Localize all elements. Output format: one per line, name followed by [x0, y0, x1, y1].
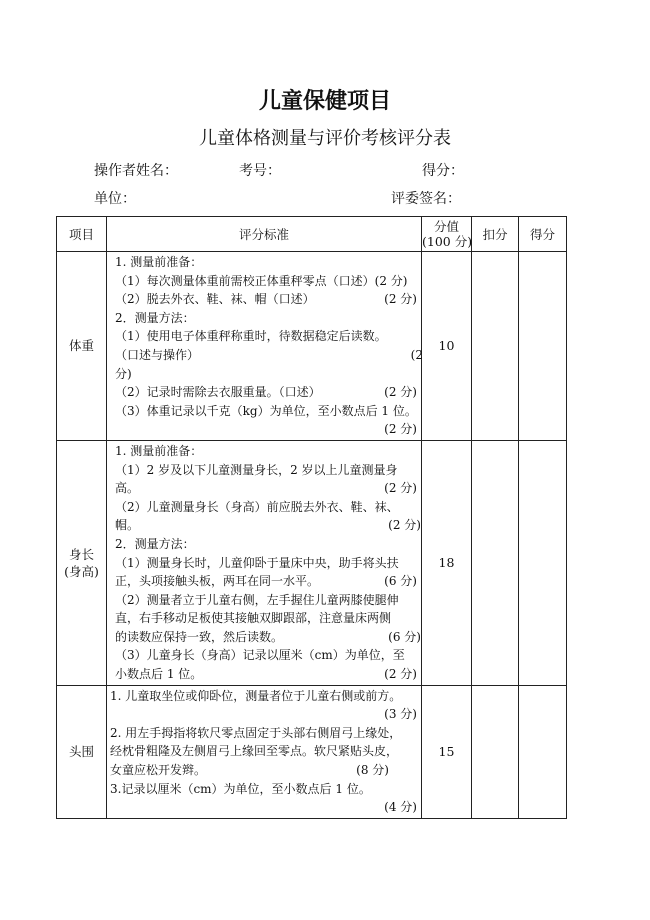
criteria-weight	[107, 252, 422, 441]
criteria-line: 1. 儿童取坐位或仰卧位，测量者位于儿童右侧或前方。	[110, 688, 402, 703]
criteria-line	[115, 665, 419, 684]
criteria-points: (3 分)	[384, 707, 417, 722]
criteria-line: （2）测量者立于儿童右侧，左手握住儿童两膝使腿伸	[115, 592, 399, 607]
criteria-points: (2 分)	[384, 481, 417, 496]
criteria-line: 1. 测量前准备：	[115, 255, 203, 269]
item-head-circumference: 头围	[57, 685, 107, 818]
criteria-text: 小数点后 1 位。	[115, 667, 203, 682]
criteria-line	[110, 761, 419, 780]
criteria-points: (6 分)	[384, 574, 417, 589]
criteria-text: 帽。	[115, 518, 140, 533]
criteria-points: (2 分)	[384, 385, 417, 400]
criteria-line: 经枕骨粗隆及左侧眉弓上缘回至零点。软尺紧贴头皮，	[110, 744, 399, 759]
column-header-item: 项目	[57, 217, 107, 252]
criteria-points: (6 分)	[388, 629, 421, 644]
criteria-line: （2）儿童测量身长（身高）前应脱去外衣、鞋、袜、	[115, 499, 399, 514]
criteria-line	[115, 572, 419, 591]
criteria-points: (4 分)	[384, 800, 417, 815]
criteria-line: （3）体重记录以千克（kg）为单位，至小数点后 1 位。	[115, 403, 417, 418]
criteria-text: （口述与操作）	[115, 347, 200, 362]
score-cell-head-circumference[interactable]	[519, 685, 567, 818]
criteria-text: 的读数应保持一致，然后读数。	[115, 629, 284, 644]
criteria-points: (2 分)	[388, 518, 421, 533]
criteria-line: （1）使用电子体重秤称重时，待数据稳定后读数。	[115, 329, 387, 344]
form-subtitle: 儿童体格测量与评价考核评分表	[199, 128, 451, 149]
item-weight: 体重	[57, 252, 107, 441]
criteria-line	[115, 516, 419, 535]
score-cell-length[interactable]	[519, 440, 567, 685]
criteria-line: 1. 测量前准备：	[115, 443, 203, 458]
item-length	[57, 440, 107, 685]
criteria-line	[115, 346, 423, 365]
criteria-text: 正，头项接触头板，两耳在同一水平。	[115, 574, 320, 589]
deduct-cell-head-circumference[interactable]	[472, 685, 519, 818]
criteria-line: （3）儿童身长（身高）记录以厘米（cm）为单位，至	[115, 648, 405, 663]
table-row-weight	[57, 252, 567, 441]
points-weight: 10	[422, 252, 472, 441]
exam-number-label: 考号：	[239, 163, 281, 179]
criteria-text: （2）记录时需除去衣服重量。（口述）	[115, 385, 321, 400]
criteria-line: 2．测量方法：	[115, 536, 195, 551]
points-length: 18	[422, 440, 472, 685]
criteria-points: (2 分)	[384, 422, 417, 437]
item-length-line2: (身高)	[64, 563, 99, 579]
criteria-line	[115, 479, 419, 498]
criteria-line: 分)	[115, 366, 132, 381]
criteria-length	[107, 440, 422, 685]
criteria-line: （1）测量身长时，儿童仰卧于量床中央，助手将头扶	[115, 555, 399, 570]
criteria-text: （2）脱去外衣、鞋、袜、帽（口述）	[115, 292, 315, 307]
criteria-line: 3.记录以厘米（cm）为单位，至小数点后 1 位。	[110, 781, 371, 796]
points-header-line2: (100 分)	[422, 234, 473, 249]
criteria-text: 高。	[115, 481, 140, 496]
criteria-text: 女童应松开发辫。	[110, 763, 207, 778]
points-header-line1: 分值	[433, 219, 459, 234]
page-title: 儿童保健项目	[258, 89, 391, 114]
judge-signature-label: 评委签名：	[391, 191, 461, 207]
criteria-head-circumference	[107, 685, 422, 818]
column-header-points	[422, 217, 472, 252]
criteria-line: 2．测量方法：	[115, 310, 195, 325]
points-head-circumference: 15	[422, 685, 472, 818]
deduct-cell-weight[interactable]	[472, 252, 519, 441]
criteria-line: （1）每次测量体重前需校正体重秤零点（口述）(2 分)	[115, 273, 408, 288]
column-header-criteria: 评分标准	[107, 217, 422, 252]
column-header-deduct: 扣分	[472, 217, 519, 252]
unit-label: 单位：	[94, 191, 136, 207]
criteria-points: (2	[410, 347, 423, 362]
criteria-points: (2 分)	[384, 667, 417, 682]
table-row-head-circumference	[57, 685, 567, 818]
criteria-points: (8 分)	[356, 763, 389, 778]
criteria-line: （1）2 岁及以下儿童测量身长，2 岁以上儿童测量身	[115, 462, 398, 477]
total-score-label: 得分：	[422, 163, 464, 179]
criteria-line	[115, 290, 419, 309]
column-header-score: 得分	[519, 217, 567, 252]
scoring-table	[56, 216, 567, 819]
criteria-line	[115, 628, 419, 647]
deduct-cell-length[interactable]	[472, 440, 519, 685]
score-cell-weight[interactable]	[519, 252, 567, 441]
criteria-points: (2 分)	[384, 292, 417, 307]
criteria-line: 2. 用左手拇指将软尺零点固定于头部右侧眉弓上缘处，	[110, 725, 402, 740]
table-header-row	[57, 217, 567, 252]
table-row-length	[57, 440, 567, 685]
criteria-line	[115, 383, 419, 402]
operator-name-label: 操作者姓名：	[94, 163, 178, 179]
criteria-line: 直，右手移动足板使其接触双脚跟部，注意量床两侧	[115, 611, 392, 626]
item-length-line1: 身长	[68, 546, 94, 562]
